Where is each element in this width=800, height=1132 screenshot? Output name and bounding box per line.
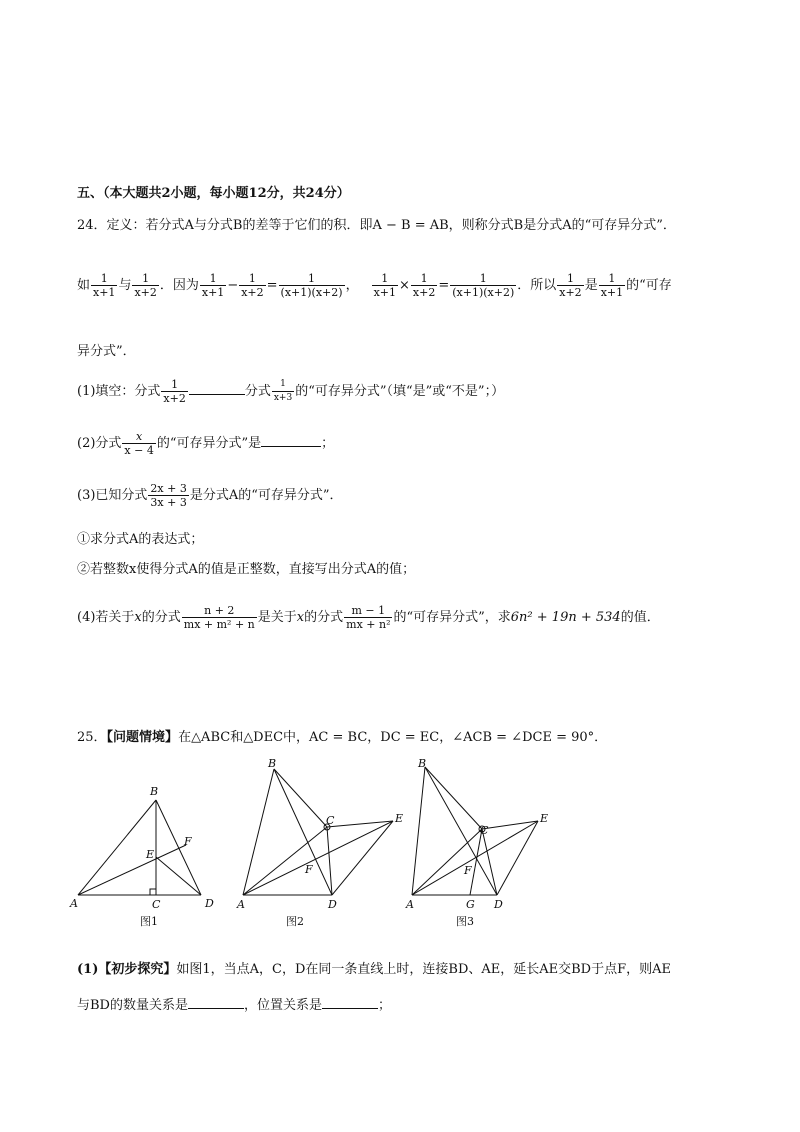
text-shi: 是 (584, 278, 598, 293)
fraction-b (272, 378, 294, 405)
section-tag: (1)【初步探究】 (77, 962, 177, 977)
fraction-a (122, 430, 155, 457)
section-detail: （本大题共2小题，每小题12分，共24分） (103, 186, 350, 201)
fig1-label-C: C (152, 898, 161, 911)
fig2-label-B: B (268, 757, 277, 770)
op-equals: = (266, 278, 278, 293)
var-x: x (134, 610, 142, 625)
frac-num: x (136, 430, 143, 443)
fraction-7 (411, 272, 437, 299)
section-tag: 【问题情境】 (106, 730, 179, 745)
frac-num: 1 (420, 272, 428, 285)
frac-num: 1 (100, 272, 108, 285)
fraction-5 (279, 272, 345, 299)
var-x: x (296, 610, 305, 625)
answer-blank[interactable] (261, 434, 321, 447)
text-tail: 是分式A的“可存异分式”． (189, 488, 343, 503)
frac-den: x+1 (93, 286, 116, 299)
frac-den: mx + n² (346, 618, 391, 631)
frac-den: x+1 (600, 286, 624, 299)
op-minus: − (227, 278, 239, 293)
text-de: 的“可存 (626, 278, 672, 293)
text-yinwei: ．因为 (159, 278, 199, 293)
intro-text: 在△ABC和△DEC中，AC = BC，DC = EC，∠ACB = ∠DCE = 90°． (178, 730, 608, 745)
text-lead: (3)已知分式 (77, 488, 148, 503)
frac-num: 2x + 3 (150, 482, 187, 495)
fraction-8 (450, 272, 516, 299)
fraction-a (161, 378, 187, 405)
frac-den: mx + m² + n (183, 618, 255, 631)
fig1-label-E: E (146, 848, 155, 861)
answer-blank-position[interactable] (322, 996, 378, 1009)
text-mid3: 的分式 (304, 610, 344, 625)
answer-blank-quantity[interactable] (188, 996, 244, 1009)
frac-num: 1 (381, 272, 389, 285)
frac-den: x+2 (134, 286, 157, 299)
q24-part4 (77, 604, 660, 631)
question-number: 25． (77, 730, 107, 745)
q24-definition: 24．定义：若分式A与分式B的差等于它们的积．即A − B = AB，则称分式B是分式A的“可存异分式”． (77, 218, 676, 233)
fig2-label-C: C (326, 814, 335, 827)
fig1-label-A: A (70, 897, 78, 910)
frac-num: n + 2 (204, 604, 235, 617)
text-quantity: 与BD的数量关系是 (77, 998, 188, 1013)
frac-den: x+2 (163, 392, 186, 405)
text-tail: 的值． (620, 610, 660, 625)
frac-den: x+2 (241, 286, 264, 299)
q24-part3 (77, 482, 343, 509)
q24-example-cont: 异分式”． (77, 344, 136, 359)
frac-den: 3x + 3 (150, 496, 187, 509)
fraction-3 (200, 272, 226, 299)
text-end: ； (321, 436, 335, 451)
frac-num: 1 (479, 272, 487, 285)
text-comma: ， (345, 278, 359, 293)
q25-part1 (77, 962, 671, 978)
frac-den: x+1 (201, 286, 225, 299)
text-mid: 分式 (244, 384, 271, 399)
frac-num: 1 (171, 378, 179, 391)
q24-part3-sub1: ①求分式A的表达式； (77, 532, 204, 547)
q24-part1 (77, 378, 504, 405)
fraction-a (182, 604, 257, 631)
op-equals: = (438, 278, 450, 293)
text-mid1: 的分式 (141, 610, 181, 625)
fig2-label-A: A (237, 898, 245, 911)
text-mid2: 是关于 (257, 610, 297, 625)
fraction-1 (91, 272, 117, 299)
part1-text: 如图1，当点A，C，D在同一条直线上时，连接BD、AE，延长AE交BD于点F，则AE (176, 962, 671, 977)
q25-intro (77, 730, 607, 746)
q24-example (77, 272, 672, 299)
text-yu: 与 (118, 278, 132, 293)
op-times: × (399, 278, 410, 293)
text-tail: 的“可存异分式”是 (156, 436, 262, 451)
fig3-label-D: D (494, 898, 503, 911)
frac-den: x+3 (273, 393, 293, 403)
fig1-label-F: F (184, 835, 192, 848)
figure-1-drawing (78, 800, 201, 895)
section-header (77, 186, 350, 202)
fig1-caption: 图1 (140, 915, 158, 928)
frac-den: x − 4 (124, 444, 154, 457)
expression: 6n² + 19n + 534 (510, 610, 621, 625)
frac-num: 1 (142, 272, 150, 285)
text-ru: 如 (77, 278, 91, 293)
fig3-label-B: B (418, 757, 427, 770)
text-suoyi: ．所以 (517, 278, 557, 293)
section-number: 五、 (77, 186, 104, 201)
frac-num: 1 (566, 272, 574, 285)
q24-part3-sub2: ②若整数x使得分式A的值是正整数，直接写出分式A的值； (77, 562, 416, 577)
fig2-label-F: F (305, 863, 313, 876)
text-mid4: 的“可存异分式”，求 (393, 610, 511, 625)
frac-num: 1 (608, 272, 616, 285)
q25-part1-line2 (77, 996, 391, 1014)
text-end: ； (378, 998, 392, 1013)
figure-2-drawing (243, 769, 393, 895)
frac-den: x+1 (373, 286, 396, 299)
frac-den: x+2 (559, 286, 582, 299)
fraction-b (344, 604, 392, 631)
fig3-label-C: C (480, 824, 489, 837)
frac-num: m − 1 (351, 604, 386, 617)
frac-num: 1 (308, 272, 316, 285)
fraction-a (148, 482, 188, 509)
fraction-10 (599, 272, 625, 299)
fraction-6 (372, 272, 398, 299)
fig3-label-E: E (540, 812, 549, 825)
fig2-label-D: D (328, 898, 337, 911)
fig3-label-G: G (466, 898, 475, 911)
fig2-caption: 图2 (286, 915, 304, 928)
fig2-label-E: E (395, 812, 404, 825)
text-lead: (2)分式 (77, 436, 122, 451)
fig1-label-B: B (150, 785, 159, 798)
text-lead: (1)填空：分式 (77, 384, 161, 399)
fig3-label-A: A (406, 898, 414, 911)
text-lead: (4)若关于 (77, 610, 135, 625)
answer-blank[interactable] (189, 382, 245, 395)
frac-den: x+2 (412, 286, 436, 299)
frac-den: (x+1)(x+2) (452, 286, 515, 299)
figure-3-drawing (412, 767, 538, 895)
fig1-label-D: D (205, 897, 214, 910)
frac-num: 1 (248, 272, 256, 285)
frac-num: 1 (209, 272, 217, 285)
text-position: ，位置关系是 (243, 998, 322, 1013)
q25-figures (60, 755, 560, 935)
frac-num: 1 (280, 379, 286, 389)
fraction-9 (557, 272, 583, 299)
text-tail: 的“可存异分式”（填“是”或“不是”；） (295, 384, 505, 399)
fraction-2 (132, 272, 158, 299)
frac-den: (x+1)(x+2) (280, 286, 343, 299)
fraction-4 (239, 272, 265, 299)
q24-part2 (77, 430, 334, 457)
fig3-label-F: F (464, 864, 472, 877)
fig3-caption: 图3 (456, 915, 474, 928)
